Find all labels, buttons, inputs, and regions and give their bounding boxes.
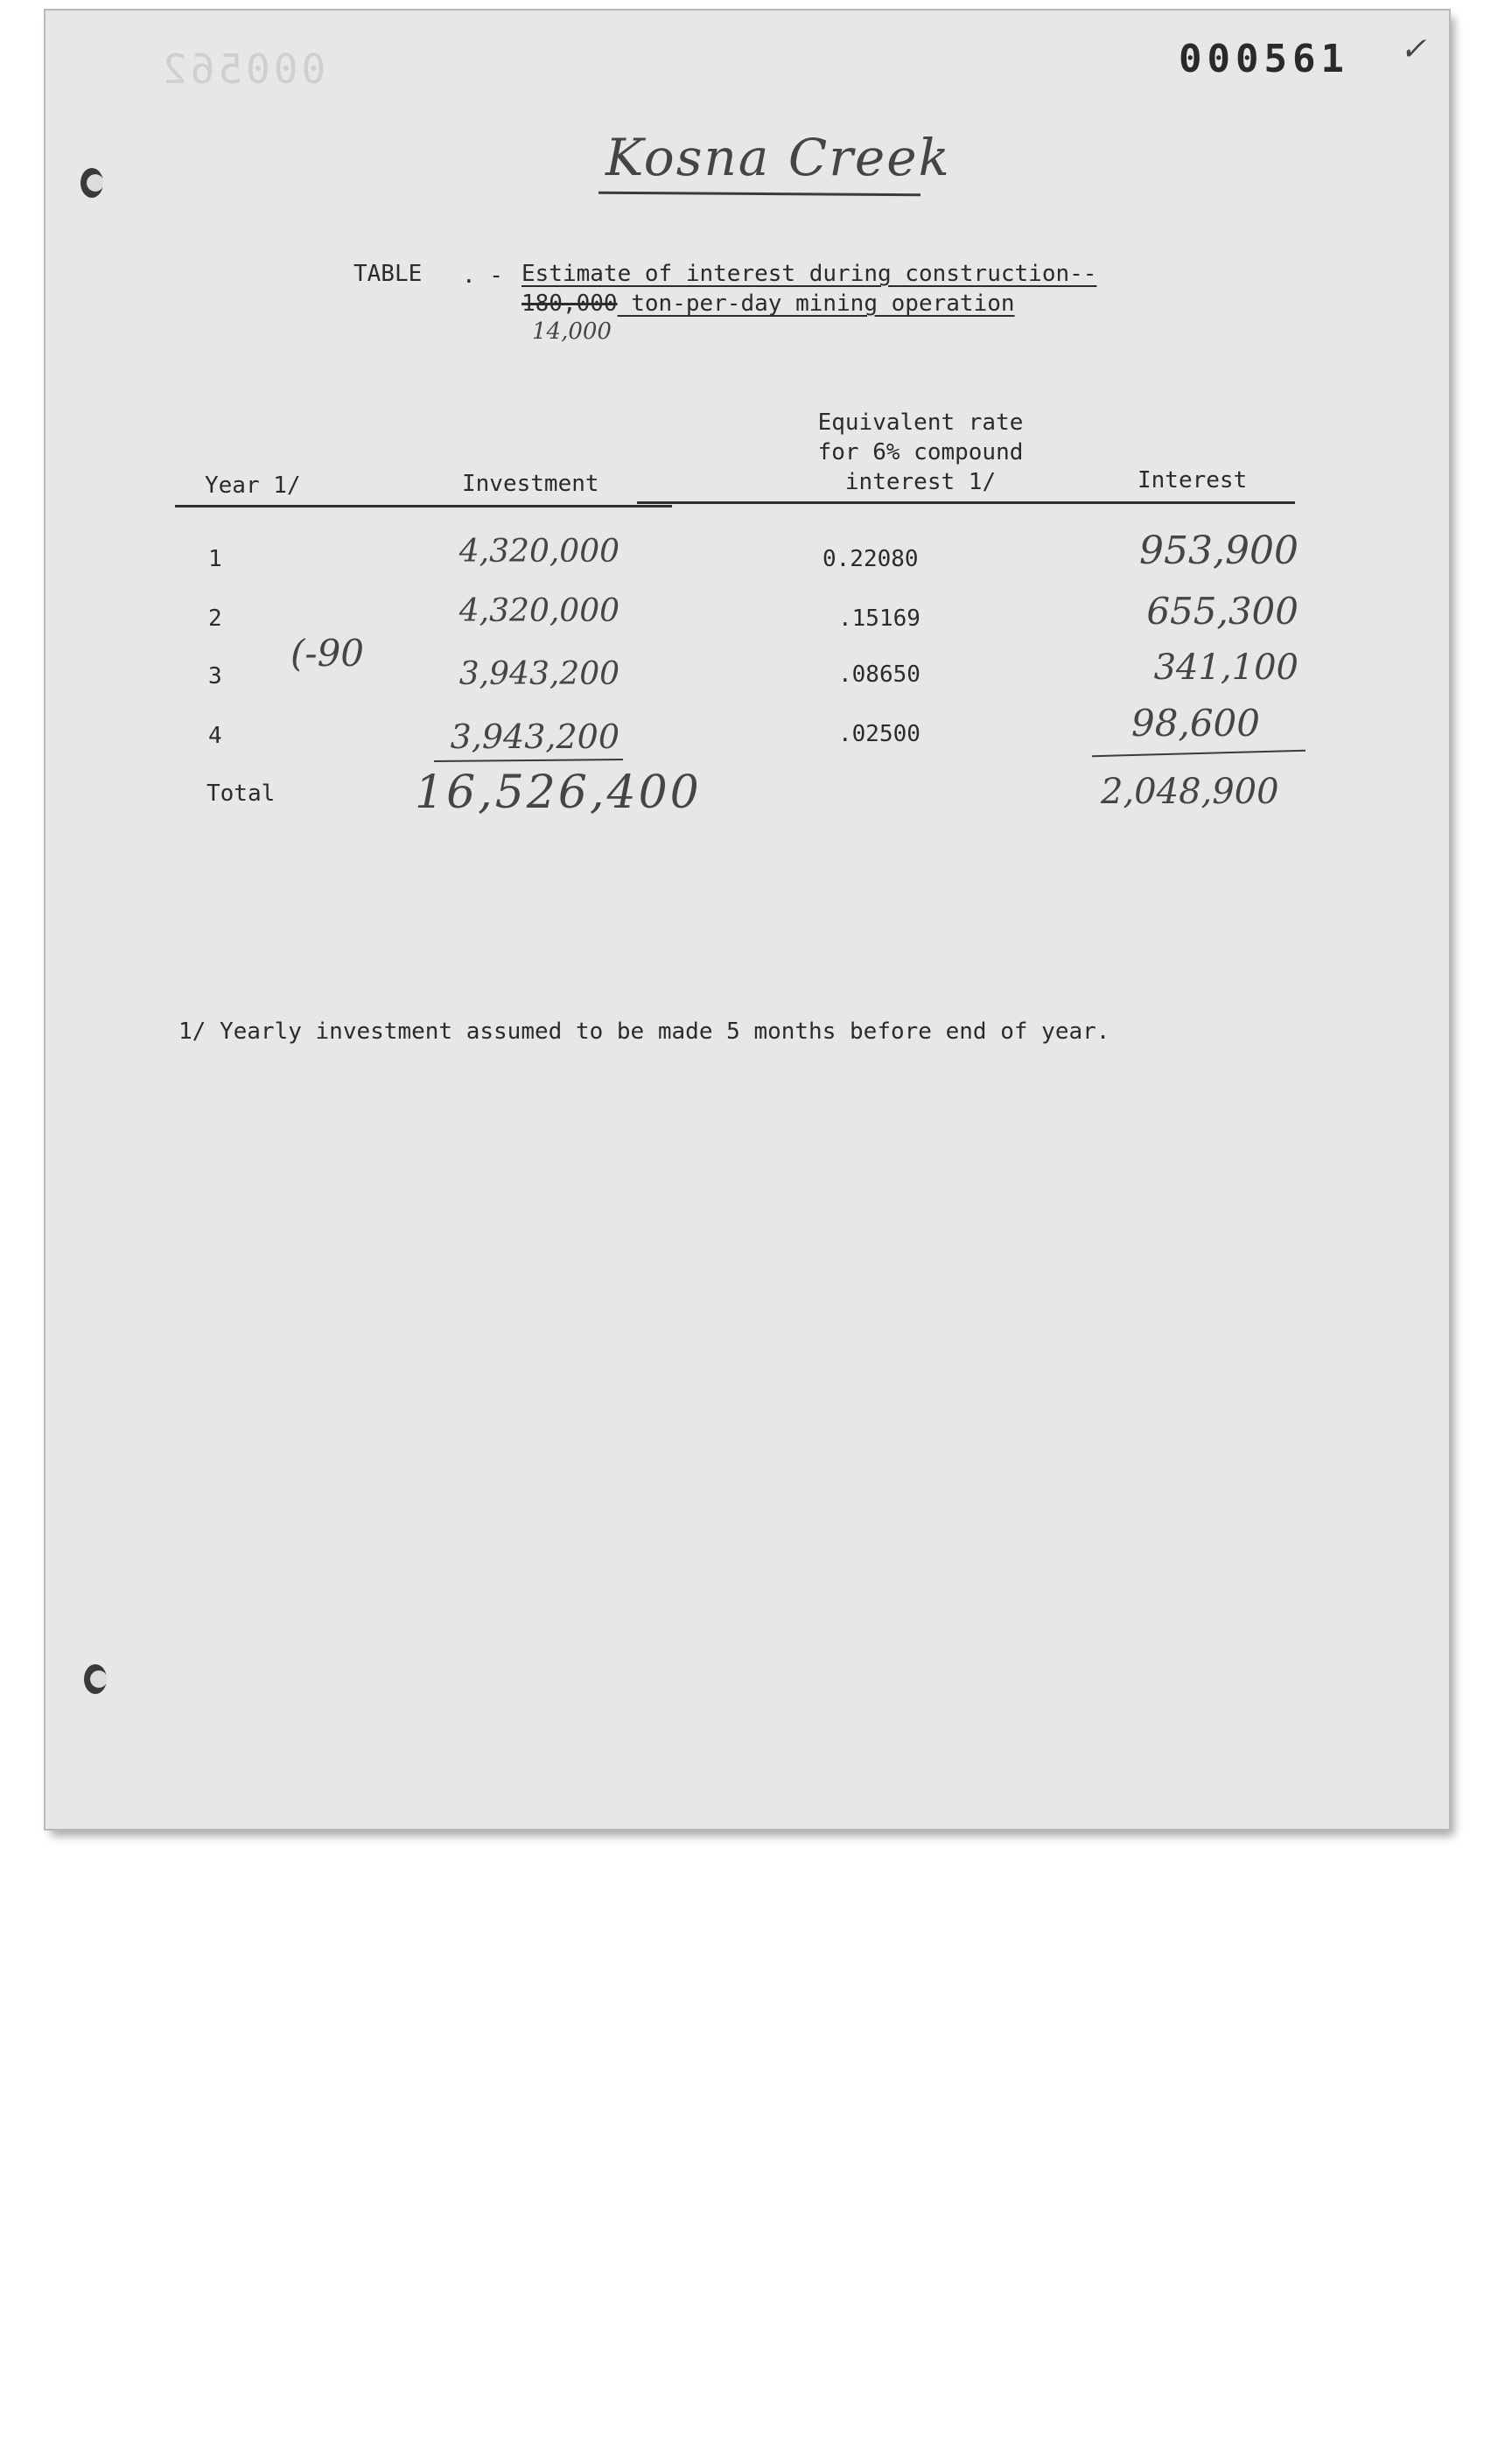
interest-sum-rule: [1092, 750, 1306, 757]
footnote: 1/ Yearly investment assumed to be made 5 months before end of year.: [178, 1018, 1110, 1045]
header-rate-line3: interest 1/: [844, 469, 997, 495]
table-title-line2: ton-per-day mining operation: [617, 290, 1015, 317]
handwritten-title: Kosna Creek: [606, 128, 951, 187]
hole-punch-bottom: [84, 1664, 107, 1694]
row-2-investment: 4,320,000: [458, 593, 620, 629]
investment-sum-rule: [434, 759, 623, 762]
header-rule-left: [175, 505, 672, 508]
hole-punch-top: [80, 168, 103, 198]
row-1-interest: 953,900: [1139, 528, 1298, 573]
row-4-rate: .02500: [838, 721, 920, 747]
table-title-line1: Estimate of interest during construction--: [522, 261, 1097, 287]
header-rule-right: [637, 501, 1295, 504]
document-number: 000561: [1179, 37, 1349, 81]
total-investment: 16,526,400: [415, 766, 702, 819]
table-label: TABLE: [354, 261, 423, 287]
row-1-year: 1: [208, 546, 222, 572]
row-3-rate: .08650: [838, 662, 920, 688]
row-2-rate: .15169: [838, 606, 920, 632]
header-investment: Investment: [462, 471, 599, 497]
row-1-investment: 4,320,000: [458, 534, 620, 570]
row-3-investment: 3,943,200: [458, 656, 620, 692]
row-2-interest: 655,300: [1146, 590, 1298, 633]
header-year: Year 1/: [205, 472, 301, 499]
total-interest: 2,048,900: [1101, 772, 1279, 812]
row-2-year: 2: [208, 606, 222, 632]
handwritten-tonnage-correction: 14,000: [532, 318, 612, 345]
row-1-rate: 0.22080: [822, 546, 919, 572]
row-4-interest: 98,600: [1131, 702, 1260, 745]
struck-tonnage: 180,000: [522, 290, 618, 317]
title-underline: [598, 192, 920, 197]
check-mark: ✓: [1400, 32, 1427, 67]
row-4-investment: 3,943,200: [450, 718, 620, 756]
bleed-through-number: 000562: [159, 46, 326, 93]
header-rate-line1: Equivalent rate: [817, 410, 1024, 436]
margin-note: (-90: [290, 632, 365, 675]
row-3-interest: 341,100: [1153, 648, 1298, 688]
header-interest: Interest: [1138, 467, 1248, 494]
total-label: Total: [206, 780, 276, 807]
row-3-year: 3: [208, 663, 222, 690]
row-4-year: 4: [208, 723, 222, 749]
header-rate-line2: for 6% compound: [817, 439, 1024, 466]
document-page: [46, 10, 1449, 1829]
table-title-dash: . -: [462, 262, 503, 289]
